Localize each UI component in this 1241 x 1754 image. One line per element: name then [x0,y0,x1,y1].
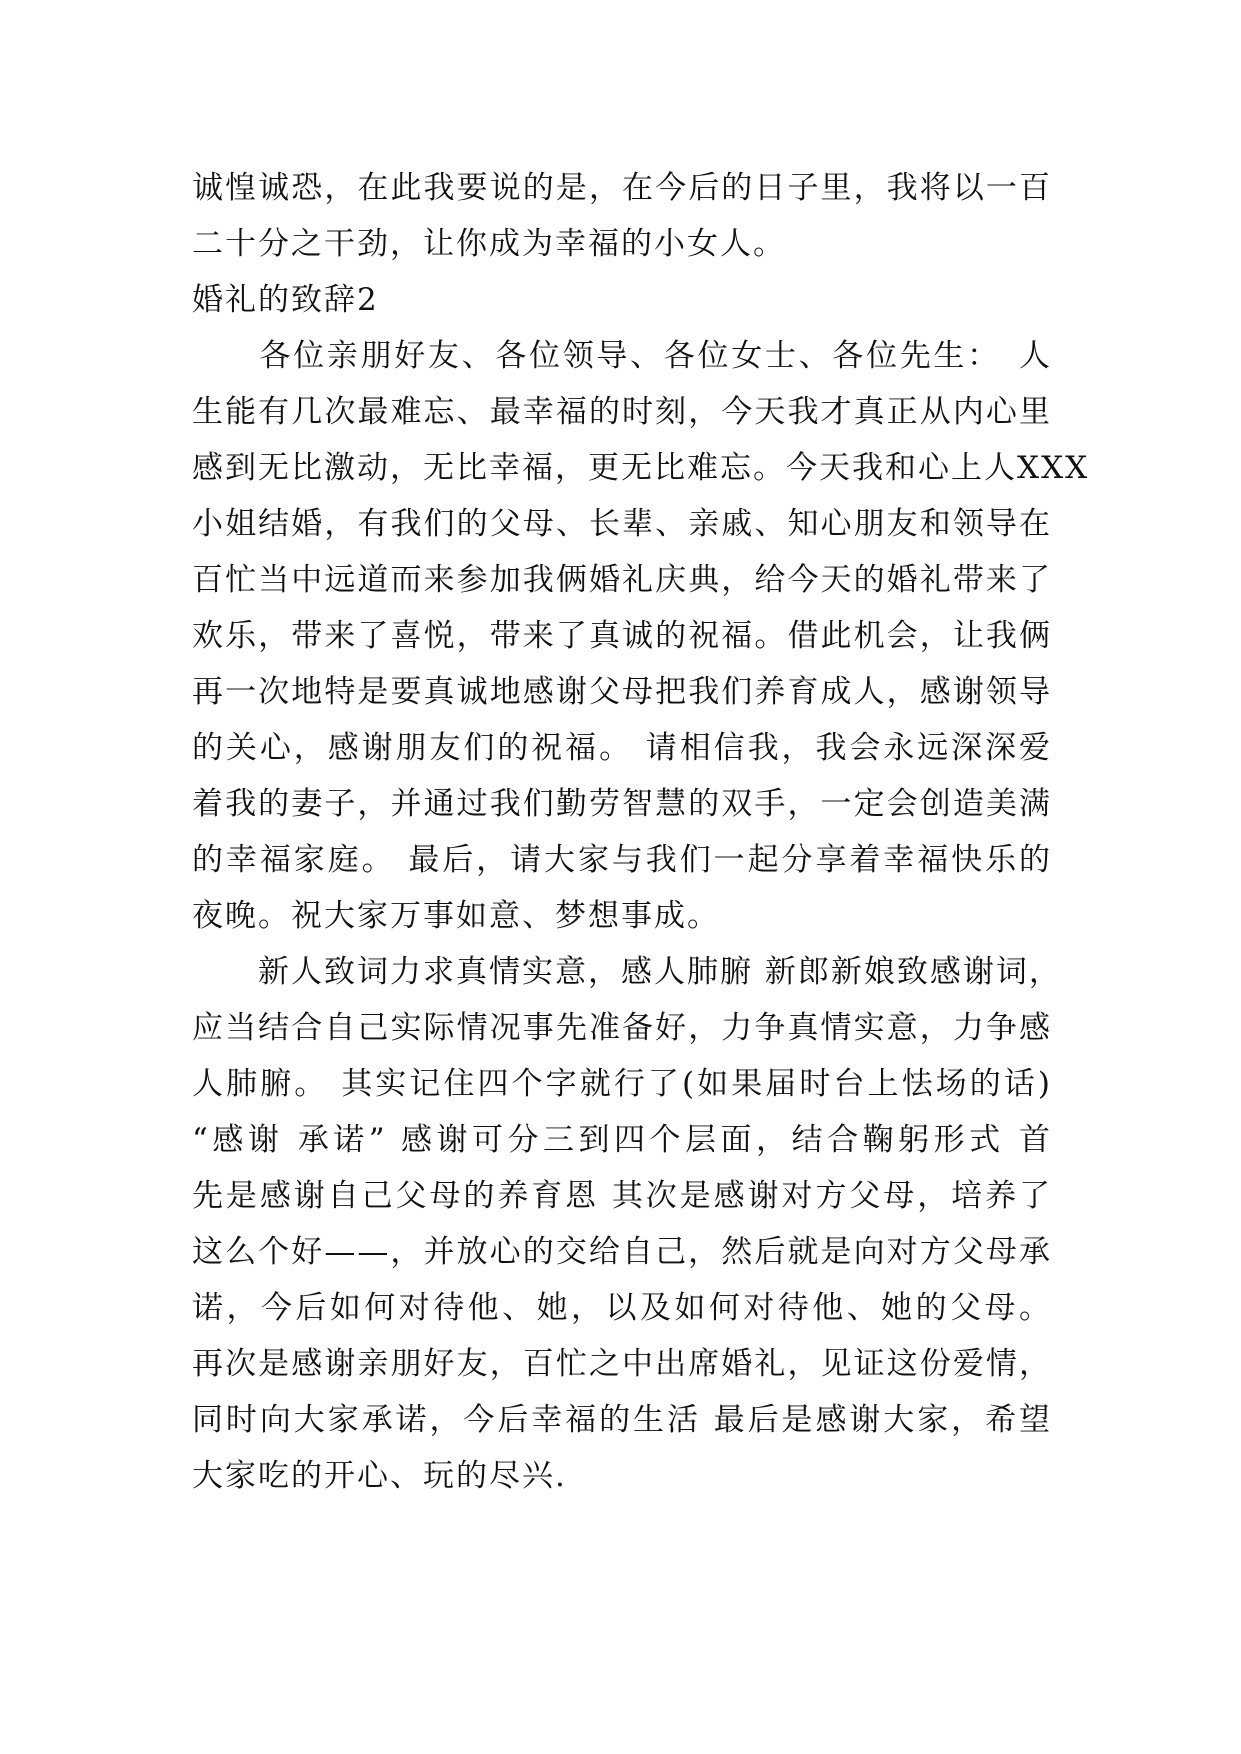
text-line: 同时向大家承诺，今后幸福的生活 最后是感谢大家，希望 [192,1402,1052,1438]
text-line: 诚惶诚恐，在此我要说的是，在今后的日子里，我将以一百 [192,170,1052,206]
section-heading: 婚礼的致辞2 [192,282,379,318]
text-line: 各位亲朋好友、各位领导、各位女士、各位先生： 人 [192,338,1052,374]
text-line: 二十分之干劲，让你成为幸福的小女人。 [192,226,786,262]
text-line: 新人致词力求真情实意，感人肺腑 新郎新娘致感谢词， [192,954,1062,990]
text-line: 再一次地特是要真诚地感谢父母把我们养育成人，感谢领导 [192,674,1052,710]
text-line: 欢乐，带来了喜悦，带来了真诚的祝福。借此机会，让我俩 [192,618,1052,654]
text-line: 感到无比激动，无比幸福，更无比难忘。今天我和心上人XXX [192,450,1090,486]
text-line: 生能有几次最难忘、最幸福的时刻，今天我才真正从内心里 [192,394,1052,430]
text-line: 再次是感谢亲朋好友，百忙之中出席婚礼，见证这份爱情， [192,1346,1052,1382]
text-line: 应当结合自己实际情况事先准备好，力争真情实意，力争感 [192,1010,1052,1046]
text-line: 先是感谢自己父母的养育恩 其次是感谢对方父母，培养了 [192,1178,1052,1214]
text-line: 小姐结婚，有我们的父母、长辈、亲戚、知心朋友和领导在 [192,506,1052,542]
text-line: 人肺腑。 其实记住四个字就行了(如果届时台上怯场的话) [192,1066,1052,1102]
text-line: 着我的妻子，并通过我们勤劳智慧的双手，一定会创造美满 [192,786,1052,822]
text-line: 诺，今后如何对待他、她，以及如何对待他、她的父母。 [192,1290,1052,1326]
text-line: 百忙当中远道而来参加我俩婚礼庆典，给今天的婚礼带来了 [192,562,1052,598]
text-line: 的关心，感谢朋友们的祝福。 请相信我，我会永远深深爱 [192,730,1052,766]
text-line: 夜晚。祝大家万事如意、梦想事成。 [192,898,720,934]
text-line: 这么个好——，并放心的交给自己，然后就是向对方父母承 [192,1234,1052,1270]
text-line: 的幸福家庭。 最后，请大家与我们一起分享着幸福快乐的 [192,842,1052,878]
text-line: “感谢 承诺” 感谢可分三到四个层面，结合鞠躬形式 首 [192,1122,1052,1158]
document-body [192,160,1090,1504]
text-line: 大家吃的开心、玩的尽兴. [192,1458,567,1494]
